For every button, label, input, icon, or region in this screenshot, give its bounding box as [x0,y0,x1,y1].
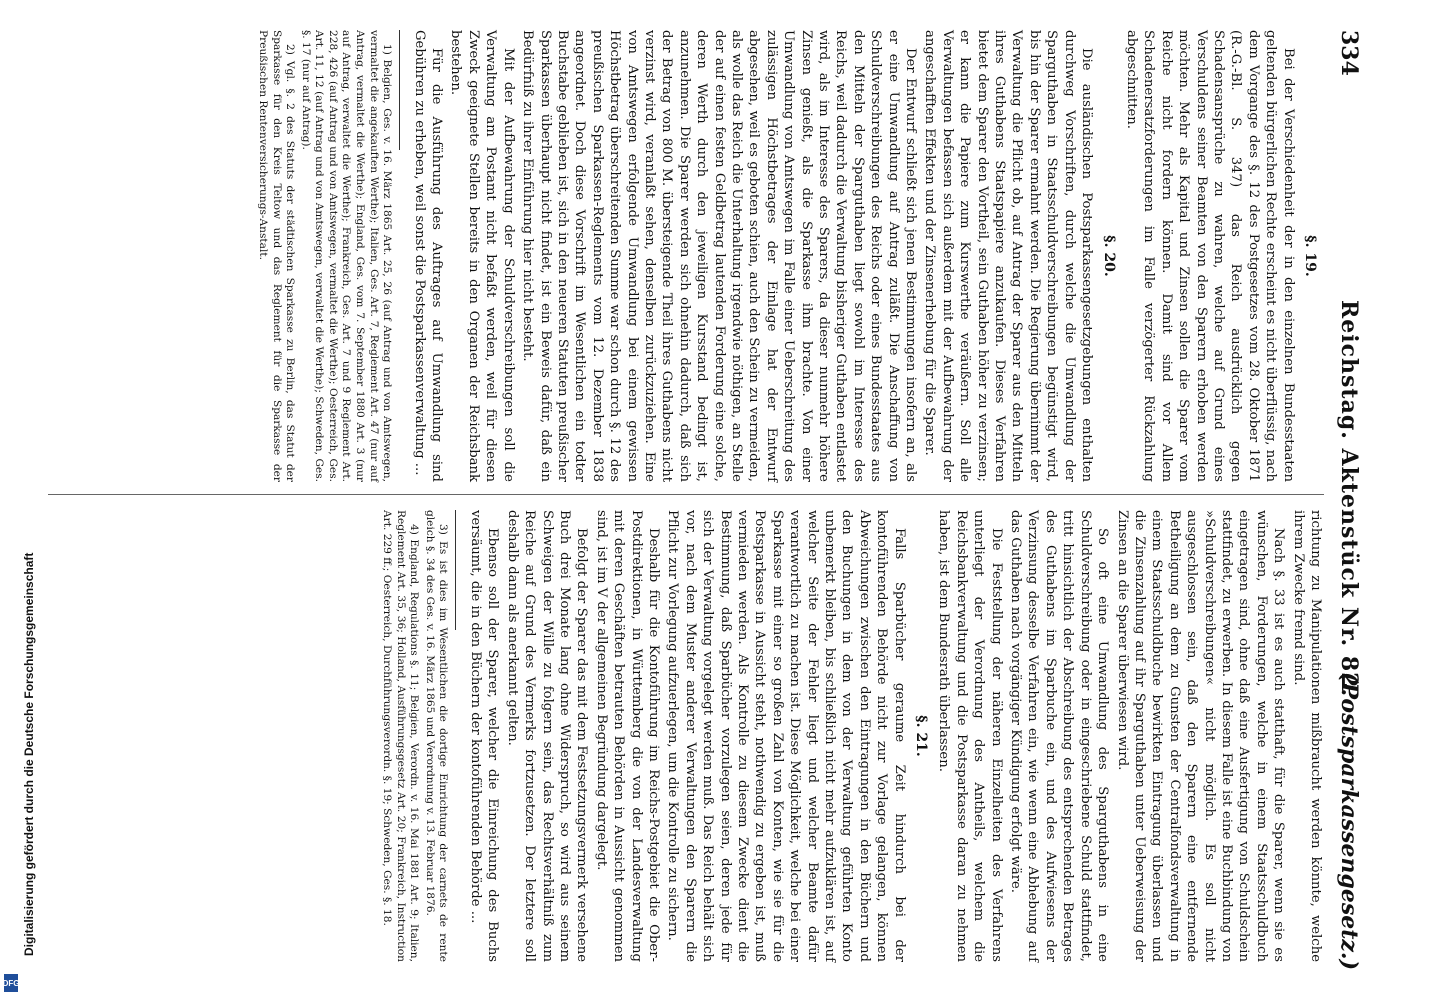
column-divider [24,494,1324,495]
section-heading: §. 21. [913,715,930,757]
footnotes [255,30,393,482]
paragraph: richtung zu Manipulationen mißbraucht werden könnte, welche ihrem Zwecke fremd sind. [1290,510,1323,962]
paragraph: So oft eine Umwandlung des Sparguthabens in eine Schuldverschreibung oder in eingeschriebene Schuld stattfindet, tritt hinsichtlich der Abschreibung des entsprechenden Betrages des Guthabens im Sparbuche ein, und des Aufwiesens der Verzinsung desselbe Verfahren ein, wie wenn eine Abhebung auf das Guthaben nach vorgängiger Kündigung erfolgt wäre. [1008,510,1111,962]
footnote: 2) Vgl. §. 2 des Statuts der städtischen Sparkasse zu Berlin, das Statut der Sparkasse für den Kreis Teltow und das Reglement für die Sparkasse der Preußischen Rentenversicherungs-Anstalt. [256,30,297,482]
footnotes [380,510,450,962]
footnote-divider [456,510,457,630]
paragraph: Mit der Aufbewahrung der Schuldverschreibungen soll die Verwaltung am Postamt nicht befaßt werden, weil für diesen Zweck geeignete Stellen bereits in den Organen der Reichsbank bestehen. [448,30,516,482]
dfg-logo-icon: DFG [4,974,18,992]
page-subject: (Postsparkassengesetz.) [1336,672,1362,970]
page-header [1332,30,1366,970]
page-title: Reichstag. Aktenstück Nr. 82. [1336,300,1362,698]
right-column [378,510,1324,962]
footnote: 1) Belgien, Ges. v. 16. März 1865 Art. 25, 26 (auf Antrag und von Amtswegen, vermaltet die angekauften Werthe); Italien, Ges. Art. 7, Reglement Art. 47 (nur auf Antrag, vermaltet die Werthe); England, Ges. vom 7. September 1880 Art. 3 (nur auf Antrag, verwaltet die Werthe); Frankreich, Ges. Art. 7 und 9 Reglement Art. 228, 426 (auf Antrag und von Amtswegen, vermaltet die Werthe); Oesterreich, Ges. Art. 11, 12 (auf Antrag und von Amtswegen, verwaltet die Werthe); Schweden, Ges. §. 17 (nur auf Antrag). [299,30,394,482]
paragraph: Befolgt der Sparer das mit dem Festsetzungsvermerk versehene Buch drei Monate lang ohne Widerspruch, so wird aus seinem Schweigen der Wille zu folgern sein, das Rechtsverhältniß zum Reiche auf Grund des Vermerks fortzusetzen. Der letztere soll deshalb dann als anerkannt gelten. [504,510,590,962]
paragraph: Bei der Verschiedenheit der in den einzelnen Bundesstaaten geltenden bürgerlichen Rechte erscheint es nicht überflüssig, nach dem Vorgange des §. 12 des Postgesetzes vom 28. Oktober 1871 (R.-G.-Bl. S. 347) das Reich ausdrücklich gegen Schadensansprüche zu wahren, welche auf Grund eines Verschuldens seiner Beamten von den Sparern erhoben werden möchten. Mehr als Kapital und Zinsen sollen die Sparer vom Reiche nicht fordern können. Damit sind vor Allem Schadenersatzforderungen im Falle verzögerter Rückzahlung abgeschnitten. [1123,30,1296,482]
footnote: 3) Es ist dies im Wesentlichen die dortige Einrichtung der carnets de rente gleich §. 34 des Ges. v. 16. März 1865 und Verordnung v. 13. Februar 1876. [423,510,450,962]
digitization-sidebar [0,0,48,1000]
paragraph: Deshalb für die Kontoführung im Reichs-Postgebiet die Ober-Postdirektionen, in Württemberg die von der Landesverwaltung mit deren Geschäften betrauten Behörden in Aussicht genommen sind, ist im V der allgemeinen Begründung dargelegt. [593,510,661,962]
paragraph: Nach §. 33 ist es auch statthaft, für die Sparer, wenn sie es wünschen, Forderungen, welche in einem Staatsschuldbuch eingetragen sind, ohne daß eine Ausfertigung von Schuldschein stattfindet, zu erwerben. In diesem Falle ist eine Buchbindung von »Schuldverschreibungen« nicht möglich. Es soll nicht ausgeschlossen sein, daß den Sparern eine entfernende Betheiligung an dem zu Gunsten der Centralfondsverwaltung in einem Staatsschuldbuche bewirkten Eintragung überlassen und die Zinsenzahlung auf ihr Sparguthaben unter Ueberweisung der Zinsen an die Sparer überwiesen wird. [1114,510,1287,962]
paragraph: Der Entwurf schließt sich jenen Bestimmungen insofern an, als er eine Umwandlung auf Antrag zuläßt. Die Anschaffung von Schuldverschreibungen des Reichs oder eines Bundesstaates aus den Mitteln der Sparguthaben liegt sowohl im Interesse des Reichs, weil dadurch die Verwaltung bisheriger Guthaben entlastet wird, als im Interesse des Sparers, da dieser nunmehr höhere Zinsen genießt, als die Sparkasse ihm brachte. Von einer Umwandlung von Amtswegen im Falle einer Ueberschreitung des zulässigen Höchstbetrages der Einlage hat der Entwurf abgesehen, weil es geboten schien, auch den Schein zu vermeiden, als wolle das Reich die Unterhaltung irgendwie nöthigen, an Stelle der auf einen festen Geldbetrag lautenden Forderung eine solche, deren Werth durch den jeweiligen Kursstand bedingt ist, anzunehmen. Die Sparer werden sich ohnehin dadurch, daß sich der Betrag von 800 M. übersteigende Theil ihres Guthabens nicht verzinst wird, veranlaßt sehen, denselben zurückzuziehen. Eine von Amtswegen erfolgende Umwandlung bei einem gewissen Höchstbetrag überschreitenden Summe war schon durch §. 12 des preußischen Sparkassen-Reglements vom 12. Dezember 1838 angeordnet. Doch diese Vorschrift im Wesentlichen ein todter Buchstabe geblieben ist, sich in den neueren Statuten preußischer Sparkassen überhaupt nicht findet, ist ein Beweis dafür, daß ein Bedürfniß zu ihrer Einführung hier nicht besteht. [520,30,919,482]
footnote-divider [399,30,400,150]
page-number: 334 [1336,30,1362,76]
left-column [253,30,1324,482]
paragraph: Für die Ausführung des Auftrages auf Umwandlung sind Gebühren zu erheben, weil sonst die Postsparkassenverwaltung ... [411,30,445,482]
section-heading: §. 20. [1100,235,1117,277]
footnote: 4) England, Regulations §. 11; Belgien, Verordn. v. 16. Mai 1881 Art. 9; Italien, Reglement Art. 35, 36; Holland, Ausführungsgesetz Art. 20; Frankreich, Instruction Art. 229 ff.; Oesterreich, Durchführungsverordn. §. 19; Schweden, Ges. §. 18. [381,510,421,962]
paragraph: Ebenso soll der Sparer, welcher die Einreichung des Buchs versäumt, die in den Büchern der kontoführenden Behörde ... [467,510,501,962]
paragraph: Die ausländischen Postsparkassengesetzgebungen enthalten durchweg Vorschriften, durch welche die Umwandlung der Sparguthaben in Staatsschuldverschreibungen begünstigt wird, bis hin der Sparer ermahnt werden. Die Regierung übernimmt der Verwaltung die Pflicht ob, auf Antrag der Sparer aus den Mitteln ihres Guthabens Staatspapiere anzukaufen. Dieses Verfahren bietet dem Sparer den Vortheil, sein Guthaben höher zu verzinsen; er kann die Papiere zum Kurswerthe veräußern. Soll alle Verwaltungen befassen sich außerdem mit der Aufbewahrung der angeschafften Effekten und der Zinsenerhebung für die Sparer. [922,30,1095,482]
section-heading: §. 19. [1302,235,1318,277]
digitization-credit: Digitalisierung gefördert durch die Deutsche Forschungsgemeinschaft [22,552,36,956]
paragraph: Falls Sparbücher geraume Zeit hindurch bei der kontoführenden Behörde nicht zur Vorlage gelangen, können Abweichungen zwischen den Eintragungen in den Büchern und den Buchungen in dem von der Verwaltung geführten Konto unbemerkt bleiben, bis schließlich nicht mehr aufzuklären ist, auf welcher Seite der Fehler liegt und welcher Beamte dafür verantwortlich zu machen ist. Diese Möglichkeit, welche bei einer Sparkasse mit einer so großen Zahl von Konten, wie sie für die Postsparkasse in Aussicht steht, nothwendig zu ergeben ist, muß vermieden werden. Als Kontrolle zu diesem Zwecke dient die Bestimmung, daß Sparbücher vorzulegen seien, deren jede für sich der Verwaltung vorgelegt werden muß. Das Reich behält sich vor, nach dem Muster anderer Verwaltungen den Sparern die Pflicht zur Vorlegung aufzuerlegen, um die Kontrolle zu sichern. [665,510,907,962]
paragraph: Die Feststellung der näheren Einzelheiten des Verfahrens unterliegt der Verordnung des Antheils, welchem die Reichsbankverwaltung und die Postsparkasse daran zu nehmen haben, ist dem Bundesrath überlassen. [936,510,1004,962]
